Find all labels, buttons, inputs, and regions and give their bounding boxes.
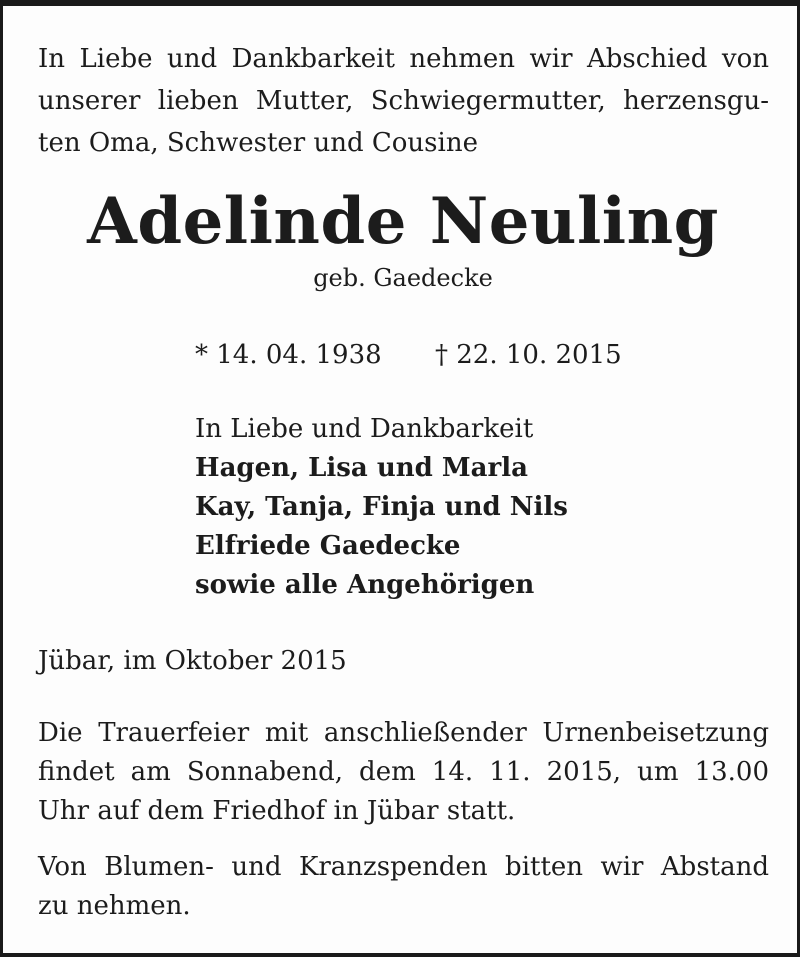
birth-date: * 14. 04. 1938 [195,340,382,370]
deceased-name: Adelinde Neuling [87,184,719,259]
family-signature [195,410,568,605]
service-line: Uhr auf dem Friedhof in Jübar statt. [38,796,516,826]
family-member: Elfriede Gaedecke [195,531,461,561]
service-line: findet am Sonnabend, dem 14. 11. 2015, um 13.00 [38,757,769,787]
maiden-name: geb. Gaedecke [313,264,493,292]
family-heading: In Liebe und Dankbarkeit [195,414,534,444]
service-line: Die Trauerfeier mit anschließender Urnenbeisetzung [38,718,769,748]
intro-line: In Liebe und Dankbarkeit nehmen wir Abschied von [38,44,769,74]
family-member: Kay, Tanja, Finja und Nils [195,492,568,522]
intro-line: ten Oma, Schwester und Cousine [38,128,478,158]
place-date: Jübar, im Oktober 2015 [38,646,347,676]
intro-line: unserer lieben Mutter, Schwiegermutter, herzensgu- [38,86,769,116]
flowers-line: Von Blumen- und Kranzspenden bitten wir Abstand [38,852,769,882]
family-member: Hagen, Lisa und Marla [195,453,528,483]
flowers-line: zu nehmen. [38,891,191,921]
family-member: sowie alle Angehörigen [195,570,535,600]
flowers-paragraph [38,848,769,926]
intro-paragraph [38,38,769,164]
death-date: † 22. 10. 2015 [435,340,622,370]
service-paragraph [38,714,769,831]
